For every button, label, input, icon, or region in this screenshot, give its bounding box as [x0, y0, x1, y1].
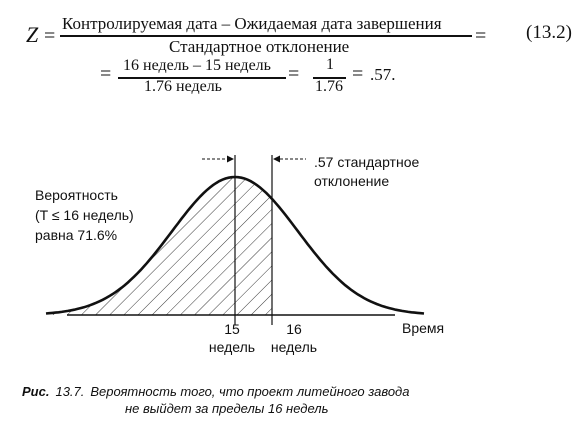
tick-value: 16 [286, 321, 302, 337]
equation-number: (13.2) [526, 22, 572, 43]
simplified-numerator: 1 [326, 56, 334, 73]
equals-sign: = [352, 63, 364, 85]
equals-sign: = [100, 63, 112, 85]
tick-label-16 [242, 320, 346, 356]
caption-number: 13.7. [55, 384, 85, 399]
tick-unit: недель [208, 339, 256, 355]
std-deviation-label-line: .57 стандартное [314, 154, 420, 170]
probability-label [35, 185, 134, 245]
equals-sign: = [44, 25, 56, 47]
formula-denominator: Стандартное отклонение [169, 37, 350, 56]
z-variable: Z [26, 22, 39, 47]
step-denominator: 1.76 недель [144, 78, 222, 95]
tick-value: 15 [224, 321, 240, 337]
arrowhead-left-icon [273, 156, 280, 163]
equals-sign: = [475, 25, 487, 47]
probability-label-line: (T ≤ 16 недель) [35, 207, 134, 223]
caption-prefix: Рис. [22, 384, 50, 399]
probability-label-line: равна 71.6% [35, 227, 118, 243]
arrowhead-right-icon [227, 156, 234, 163]
simplified-denominator: 1.76 [315, 78, 343, 95]
z-result: .57. [370, 65, 396, 84]
tick-unit: недель [270, 339, 318, 355]
std-deviation-label-line: отклонение [314, 173, 390, 189]
equals-sign: = [288, 63, 300, 85]
step-numerator: 16 недель – 15 недель [123, 57, 271, 74]
std-deviation-label [314, 153, 419, 191]
figure-caption [22, 383, 409, 417]
caption-line-1 [22, 383, 409, 400]
caption-text: Вероятность того, что проект литейного завода [90, 384, 410, 399]
x-axis-label: Время [402, 320, 445, 336]
formula-numerator: Контролируемая дата – Ожидаемая дата завершения [62, 14, 442, 33]
probability-label-line: Вероятность [35, 187, 118, 203]
caption-line-2: не выйдет за пределы 16 недель [125, 401, 329, 416]
